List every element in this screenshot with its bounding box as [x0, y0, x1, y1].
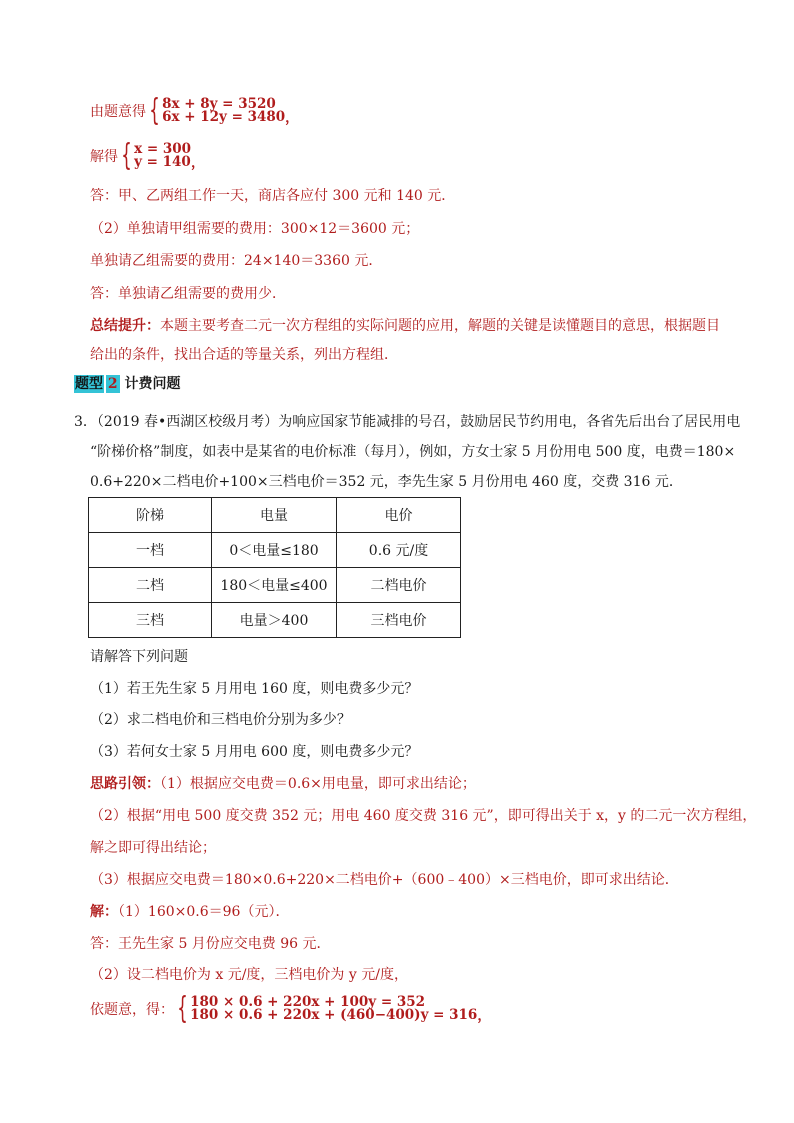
table-header: 阶梯 [89, 498, 212, 533]
question-item: （3）若何女士家 5 月用电 600 度，则电费多少元？ [90, 744, 419, 760]
solution-prefix: 解得 [90, 149, 118, 165]
summary-label: 总结提升： [90, 318, 160, 334]
table-row [89, 533, 461, 568]
table-cell: 三档 [89, 603, 212, 638]
answer-line: 答：单独请乙组需要的费用少． [90, 286, 286, 302]
table-cell: 二档 [89, 568, 212, 603]
summary-line [90, 317, 720, 335]
hint-label: 思路引领： [90, 776, 160, 792]
table-cell: 0.6 元/度 [337, 533, 461, 568]
equation-row: 8x + 8y = 3520 [162, 96, 276, 112]
solution-line: （2）单独请甲组需要的费用：300×12＝3600 元； [90, 221, 420, 237]
table-cell: 三档电价 [337, 603, 461, 638]
hint-text: （2）根据“用电 500 度交费 352 元；用电 460 度交费 316 元”，即可得出关于 x，y 的二元一次方程组， [90, 808, 757, 824]
equation-row: 180 × 0.6 + 220x + (460−400)y = 316 [190, 1007, 478, 1023]
equation-prefix: 依题意，得： [90, 1002, 174, 1018]
solution-system-1 [90, 138, 205, 173]
table-row [89, 603, 461, 638]
equation-system-2 [90, 991, 491, 1026]
solution-line: 单独请乙组需要的费用：24×140＝3360 元． [90, 253, 383, 269]
price-table [88, 497, 461, 638]
equation-system-1 [90, 93, 299, 128]
answer-line: 答：王先生家 5 月份应交电费 96 元． [90, 936, 331, 952]
question-item: （2）求二档电价和三档电价分别为多少？ [90, 712, 351, 728]
table-cell: 一档 [89, 533, 212, 568]
heading-title: 计费问题 [124, 376, 181, 392]
solution-label: 解： [90, 904, 118, 920]
solution-line [90, 903, 289, 921]
problem-text: 3．（2019 春•西湖区校级月考）为响应国家节能减排的号召，鼓励居民节约用电，各省先后出台了居民用电 [74, 414, 741, 430]
heading-tag: 题型 [75, 376, 103, 392]
equation-tail: ， [191, 155, 205, 171]
questions-intro: 请解答下列问题 [90, 649, 188, 665]
problem-text: “阶梯价格”制度，如表中是某省的电价标准（每月），例如，方女士家 5 月份用电 500 度，电费＝180× [90, 444, 736, 460]
hint-text: 解之即可得出结论； [90, 840, 216, 856]
brace-symbol: { [149, 93, 160, 128]
heading-number: 2 [107, 376, 118, 392]
hint-line [90, 775, 476, 793]
equation-prefix: 由题意得 [90, 104, 146, 120]
table-cell: 二档电价 [337, 568, 461, 603]
brace-symbol: { [121, 138, 132, 173]
equation-row: 180 × 0.6 + 220x + 100y = 352 [190, 994, 426, 1010]
equation-tail: ， [285, 110, 299, 126]
solution-text: （1）160×0.6＝96（元）． [118, 904, 290, 920]
table-header: 电价 [337, 498, 461, 533]
table-row [89, 568, 461, 603]
brace-symbol: { [177, 991, 188, 1026]
equation-row: x = 300 [134, 141, 192, 157]
equation-tail: ， [477, 1008, 491, 1024]
problem-text: 0.6+220×二档电价+100×三档电价＝352 元，李先生家 5 月份用电 460 度，交费 316 元． [90, 474, 683, 490]
hint-text: （3）根据应交电费＝180×0.6+220×二档电价+（600﹣400）×三档电价，即可求出结论． [90, 872, 679, 888]
table-header-row [89, 498, 461, 533]
summary-text: 本题主要考查二元一次方程组的实际问题的应用，解题的关键是读懂题目的意思，根据题目 [160, 318, 720, 334]
hint-text: （1）根据应交电费＝0.6×用电量，即可求出结论； [160, 776, 476, 792]
section-heading [74, 373, 181, 393]
question-item: （1）若王先生家 5 月用电 160 度，则电费多少元？ [90, 681, 419, 697]
answer-line: 答：甲、乙两组工作一天，商店各应付 300 元和 140 元． [90, 188, 456, 204]
table-cell: 180＜电量≤400 [212, 568, 337, 603]
equation-row: 6x + 12y = 3480 [162, 109, 286, 125]
table-cell: 0＜电量≤180 [212, 533, 337, 568]
summary-text: 给出的条件，找出合适的等量关系，列出方程组． [90, 347, 398, 363]
table-header: 电量 [212, 498, 337, 533]
table-cell: 电量＞400 [212, 603, 337, 638]
solution-line: （2）设二档电价为 x 元/度，三档电价为 y 元/度， [90, 967, 408, 983]
equation-row: y = 140 [134, 154, 191, 170]
